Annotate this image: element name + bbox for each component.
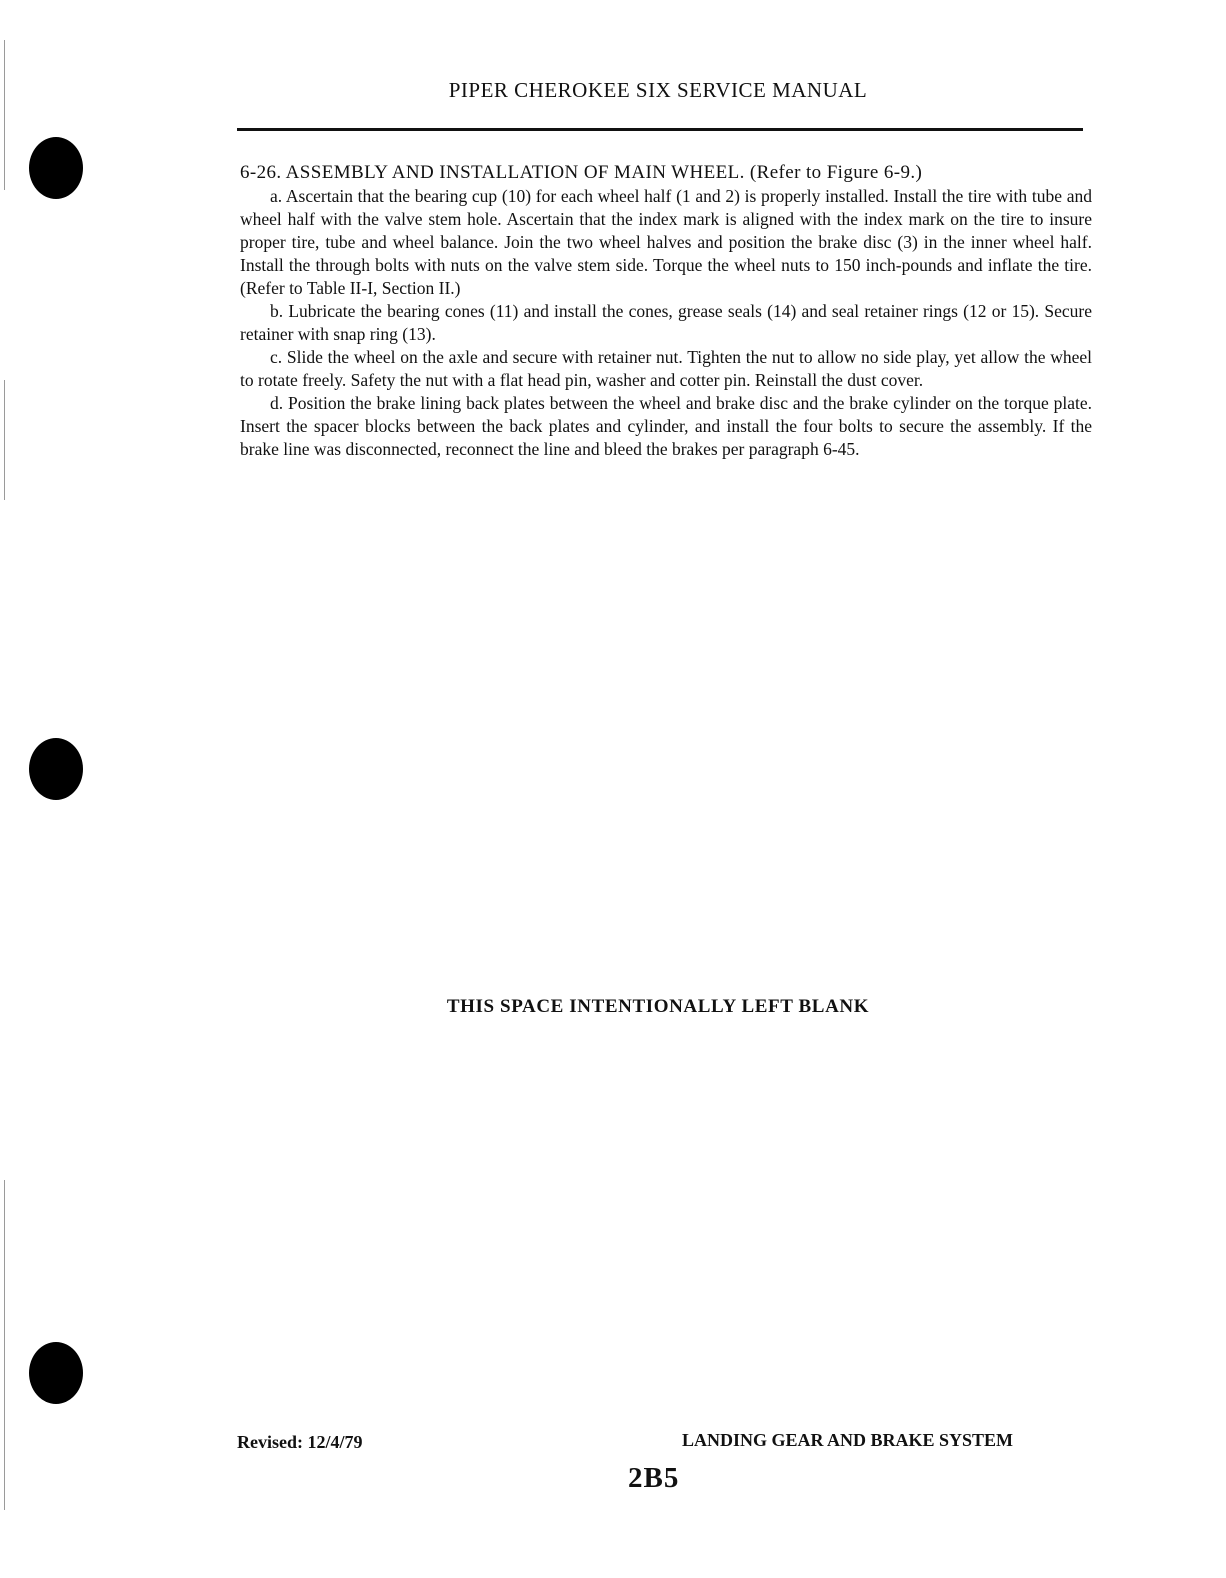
- punch-hole: [29, 738, 83, 800]
- punch-hole: [29, 137, 83, 199]
- punch-hole: [29, 1342, 83, 1404]
- manual-title: PIPER CHEROKEE SIX SERVICE MANUAL: [448, 78, 868, 102]
- scan-edge-mark: [4, 40, 5, 190]
- section-heading: 6-26. ASSEMBLY AND INSTALLATION OF MAIN WHEEL. (Refer to Figure 6-9.): [240, 162, 923, 183]
- chapter-title: LANDING GEAR AND BRAKE SYSTEM: [682, 1430, 1014, 1450]
- header-rule: [237, 128, 1083, 131]
- section-body: [240, 161, 1092, 461]
- revision-date: Revised: 12/4/79: [237, 1432, 363, 1452]
- blank-space-notice: THIS SPACE INTENTIONALLY LEFT BLANK: [446, 996, 870, 1017]
- page-code: 2B5: [628, 1462, 680, 1494]
- step-paragraph: a. Ascertain that the bearing cup (10) for each wheel half (1 and 2) is properly installed. Install the tire with tube and wheel half with the valve stem hole. Ascertain that the index mark is aligned with the index mark on the tire to insure proper tire, tube and wheel balance. Join the two wheel halves and position the brake disc (3) in the inner wheel half. Install the through bolts with nuts on the valve stem side. Torque the wheel nuts to 150 inch-pounds and inflate the tire. (Refer to Table II-I, Section II.): [240, 186, 1092, 298]
- step-paragraph: d. Position the brake lining back plates between the wheel and brake disc and the brake cylinder on the torque plate. Insert the spacer blocks between the back plates and cylinder, and install the four bolts to secure the assembly. If the brake line was disconnected, reconnect the line and bleed the brakes per paragraph 6-45.: [240, 393, 1092, 459]
- step-paragraph: b. Lubricate the bearing cones (11) and install the cones, grease seals (14) and seal retainer rings (12 or 15). Secure retainer with snap ring (13).: [240, 301, 1092, 344]
- scan-edge-mark: [4, 1180, 5, 1510]
- step-paragraph: c. Slide the wheel on the axle and secure with retainer nut. Tighten the nut to allow no side play, yet allow the wheel to rotate freely. Safety the nut with a flat head pin, washer and cotter pin. Reinstall the dust cover.: [240, 347, 1092, 390]
- scan-edge-mark: [4, 380, 5, 500]
